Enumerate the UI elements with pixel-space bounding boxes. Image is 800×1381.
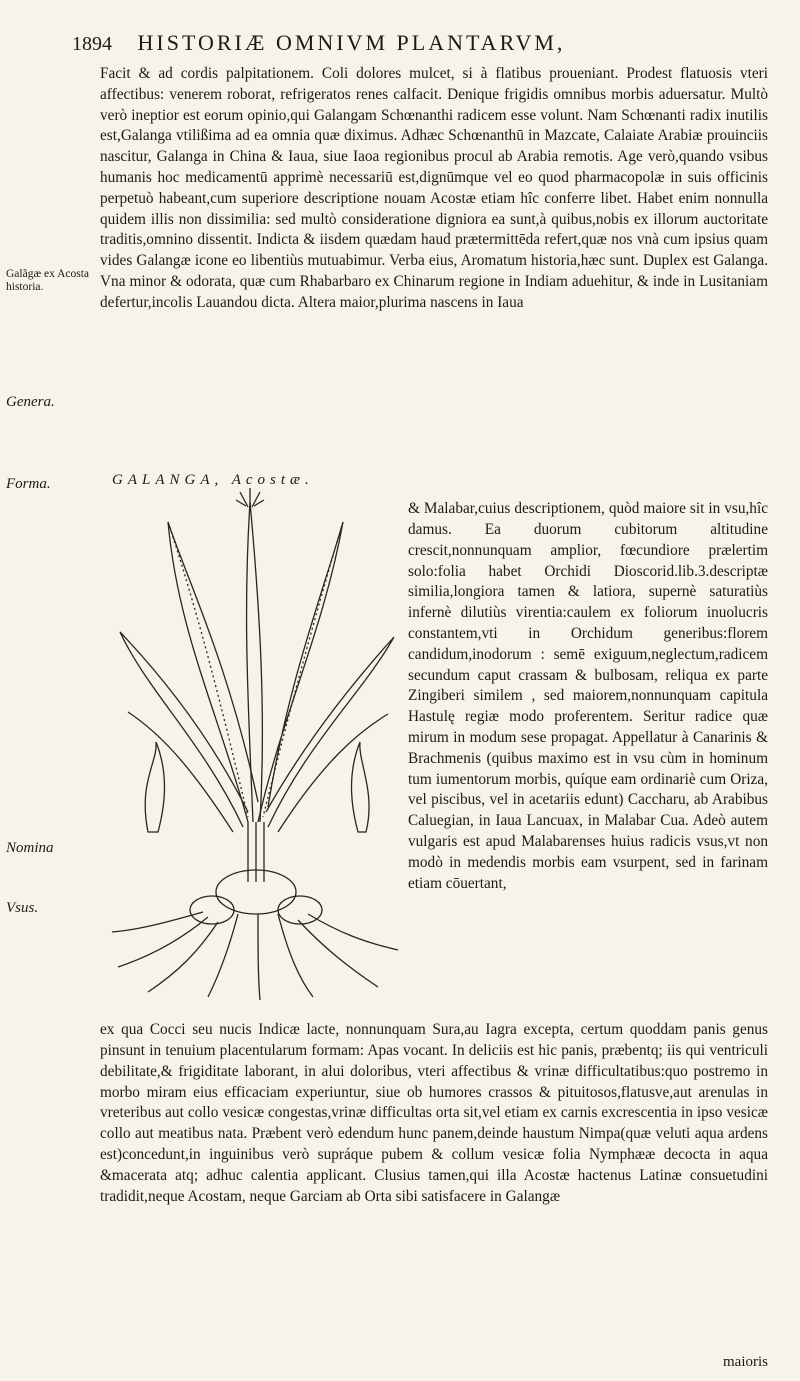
paragraph-lower: ex qua Cocci seu nucis Indicæ lacte, nonnunquam Sura,au Iagra excepta, certum quoddam panis genus pinsunt in tenuium placentularum formam: Apas vocant. In deliciis est hic panis, præbentq; iis qui ventriculi debilitate,& frigiditate laborant, in alui doloribus, vteri affectibus & vrinæ difficultatibus:quo postremo in morbo miram eius efficaciam experiuntur, siue ob humores crassos & pituitosos,flatusve,aut arenulas in vreteribus aut collo vesicæ congestas,vrinæ difficultas orta sit,vel etiam ex carnis excrescentia in ipso vesicæ collo aut meatibus nata. Præbent verò edendum hunc panem,deinde haustum Nimpa(quæ veluti aqua ardens est)concedunt,in inguinibus verò supráque pubem & collum vesicæ folia Nymphææ decocta in aqua &macerata atq; adhuc calentia applicant. Clusius tamen,qui illa Acostæ hactenus Latinæ consuetudini tradidit,neque Acostam, neque Garciam ab Orta sibi satisfacere in Galangæ — [100, 1021, 768, 1205]
plant-illustration — [108, 462, 404, 1002]
paragraph-top: Facit & ad cordis palpitationem. Coli dolores mulcet, si à flatibus proueniant. Prodest flatuosis vteri affectibus: venerem roborat, refrigeratos renes calfacit. Denique frigidis omnibus morbis aduersatur. Multò verò ineptior est eorum opinio,qui Galangam Schœnanthi radicem esse volunt. Nam Schœnanti radix inutilis est,Galanga vtilißima ad ea omnia quæ diximus. Adhæc Schœnanthū in Mazcate, Calaiate Arabiæ prouinciis nascitur, Galanga in China & Iaua, siue Iaoa regionibus procul ab Arabia remotis. Age verò,quando vsibus humanis hoc medicamentū apprimè necessariū est,dignūmque vel eo quod pharmacopolæ in suis officinis perpetuò habeant,cum superiore descriptione nouam Acostæ etiam hîc conferre libet. Habet enim nonnulla quidem illis non dissimilia: sed multò consideratione digniora ea sunt,à quibus,nobis ex illorum auctoritate traditis,omnino dissentit. Indicta & iisdem quædam haud prætermittēda refert,quæ nos vnà cum ipsius quam vides Galangæ icone eo libentiùs mutuabimur. Verba eius, Aromatum historia,hæc sunt. Duplex est Galanga. Vna minor & odorata, quæ cum Rhabarbaro ex Chinarum regione in Indiam aduehitur, & inde in Lusitaniam defertur,incolis Lauandou dicta. Altera maior,plurima nascens in Iaua — [100, 65, 768, 311]
main-text-wrapped — [408, 484, 768, 910]
side-note-vsus: Vsus. — [6, 900, 39, 916]
galanga-plant-woodcut-icon — [108, 462, 404, 1002]
main-text-top — [100, 64, 768, 314]
side-note-forma: Forma. — [6, 476, 51, 492]
figure-caption: GALANGA, Acostæ. — [112, 472, 314, 488]
side-note-galangae-ex-acosta: Galãgæ ex Acosta historia. — [6, 268, 90, 293]
side-note-nomina: Nomina — [6, 840, 54, 856]
running-title: HISTORIÆ OMNIVM PLANTARVM, — [137, 30, 566, 55]
paragraph-wrapped: & Malabar,cuius descriptionem, quòd maiore sit in vsu,hîc damus. Ea duorum cubitorum altitudine crescit,nonnunquam amplior, fœcundiore prælertim solo:folia habet Orchidi Dioscorid.lib.3.descriptæ similia,longiora tamen & latiora, supernè saturatiùs infernè dilutiùs virentia:caulem ex foliorum inuolucris constantem,vti in Orchidum generibus:florem candidum,inodorum : semē exiguum,neglectum,radicem secundum caput crassam & bulbosam, reliqua ex parte Zingiberi similem , sed maiorem,nonnunquam capitula Hastulę regiæ modo proferentem. Seritur radice quæ mirum in modum sese propagat. Appellatur à Canarinis & Brachmenis (quibus maximo est in vsu cùm in hominum tum iumentorum morbis, quíque eam ordinariè cum Oriza, vel piscibus, vel in acetariis edunt) Caccharu, ab Arabibus Caluegian, in Iaua Lancuax, in Malabar Cua. Adeò autem vulgaris est apud Malabarenses huius radicis vsus,vt non modò in medendis morbis eam vsurpent, sed in farinam etiam cōuertant, — [408, 500, 768, 892]
running-header — [72, 30, 760, 56]
catchword: maioris — [723, 1354, 768, 1370]
side-note-genera: Genera. — [6, 394, 55, 410]
main-text-lower — [100, 1005, 768, 1223]
page-number: 1894 — [72, 33, 112, 55]
